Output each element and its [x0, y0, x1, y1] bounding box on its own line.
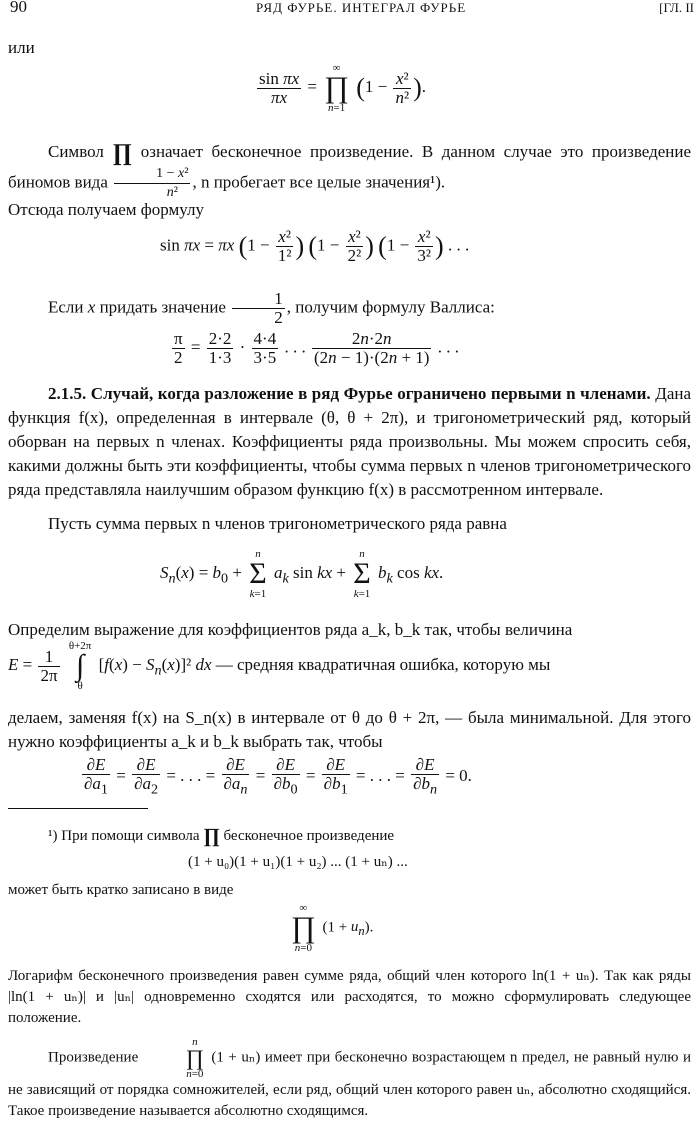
- fraction-one-half: $\frac{1}{2}$: [232, 290, 285, 327]
- page-number: 90: [10, 0, 27, 16]
- footnote-logarithm: Логарифм бесконечного произведения равен сумме ряда, общий член которого ln(1 + uₙ). Так как ряды |ln(1 + uₙ)| и |uₙ| одновременно сходятся или расходятся, то можно сформулировать следующее положение.: [8, 968, 691, 1026]
- binomial-term: $\frac{\text{1 − x²}}{\text{n²}}$: [114, 165, 190, 202]
- equation-sine-product: $\frac{\text{sin πx}}{\pi x}$ = ∞ ∏ n=1 (1 − $\frac{\text{x²}}{\text{n²}}$ ).: [259, 62, 426, 114]
- paragraph-esli: Если x придать значение $\frac{1}{2}$ , получим формулу Валлиса:: [48, 289, 495, 327]
- footnote-rule: [8, 808, 148, 809]
- equation-10: sin πx = πx (1 − $\frac{\text{x²}}{\text{1²}}$ ) (1 − $\frac{\text{x²}}{\text{2²}}$ ) (1 − $\frac{\text{x²}}{\text{3²}}$ ) . . .: [160, 227, 470, 265]
- chapter-label: [ГЛ. II: [659, 0, 694, 15]
- page-header: [8, 0, 694, 20]
- equation-partials: $\frac{\partial E}{\partial a_1}$ = $\frac{\partial E}{\partial a_2}$ = . . . = $\frac{\partial E}{\partial a_n}$ = $\frac{\partial E}{\partial b_0}$ = $\frac{\partial E}{\partial b_1}$ = . . . = $\frac{\partial E}{\partial b_n}$ = 0.: [84, 755, 472, 798]
- paragraph-symbol: Символ ∏ означает бесконечное произведение. В данном случае это произведение биномов вида $\frac{\text{1 − x²}}{\text{n²}}$ , n пробегает все целые значения¹).: [8, 140, 692, 201]
- equation-partial-sum: $S_n(x) = b_0$ + n Σ k=1 $a_k$ sin kx + n Σ k=1 $b_k$ cos kx.: [160, 548, 444, 600]
- footnote-1: ¹) При помощи символа ∏ бесконечное произведение: [48, 825, 395, 848]
- section-2-1-5: 2.1.5. Случай, когда разложение в ряд Фурье ограничено первыми n членами. Дана функция f(x), определенная в интервале (θ, θ + 2π), и тригонометрический ряд, который оборван на первых n членах. Коэффициенты ряда произвольны. Мы можем спросить себя, какими должны быть эти коэффициенты, чтобы сумма первых n членов тригонометрического ряда представляла наилучшим образом функцию f(x) в рассмотренном интервале.: [8, 384, 692, 499]
- footnote-product-short: ∞ ∏ n=0 $(1 + u_n)$.: [291, 902, 374, 954]
- footnote-product: (1 + u₀)(1 + u₁)(1 + u₂) ... (1 + uₙ) ...: [188, 854, 408, 870]
- paragraph-opredelim: Определим выражение для коэффициентов ряда a_k, b_k так, чтобы величина: [8, 620, 573, 639]
- section-body: Дана функция f(x), определенная в интервале (θ, θ + 2π), и тригонометрический ряд, который оборван на первых n членах. Коэффициенты ряда произвольны. Мы можем спросить себя, какими должны быть эти коэффициенты, чтобы сумма первых n членов тригонометрического ряда представляла наилучшим образом функцию f(x) в рассмотренном интервале.: [8, 384, 692, 499]
- word-ili: или: [8, 38, 35, 57]
- equation-wallis: $\frac{\pi}{2}$ = $\frac{2\cdot 2}{1\cdot 3}$ · $\frac{4\cdot 4}{3\cdot 5}$ . . . $\frac{2n\cdot 2n}{(2n - 1)\cdot(2n + 1)}$ . . .: [174, 329, 459, 367]
- footnote-mozhet: может быть кратко записано в виде: [8, 882, 234, 898]
- paragraph-delaem: делаем, заменяя f(x) на S_n(x) в интервале от θ до θ + 2π, — была минимальной. Для этого нужно коэффициенты a_k и b_k выбрать так, чтобы: [8, 708, 691, 751]
- paragraph-otsyuda: Отсюда получаем формулу: [8, 200, 204, 219]
- section-title: Случай, когда разложение в ряд Фурье ограничено первыми n членами.: [90, 384, 651, 403]
- equation-E: E = $\frac{1}{2\pi}$ θ+2π ∫ θ $[f(x) - S_n(x)]^2$ dx — средняя квадратичная ошибка, которую мы: [8, 640, 551, 692]
- footnote-proizvedenie: Произведение n ∏ n=0 (1 + uₙ) имеет при бесконечно возрастающем n предел, не равный нулю и не зависящий от порядка сомножителей, если ряд, общий член которого равен uₙ, абсолютно сходящийся. Такое произведение называется абсолютно сходящимся.: [8, 1036, 692, 1119]
- running-title: РЯД ФУРЬЕ. ИНТЕГРАЛ ФУРЬЕ: [256, 0, 467, 15]
- paragraph-pust: Пусть сумма первых n членов тригонометрического ряда равна: [48, 514, 507, 533]
